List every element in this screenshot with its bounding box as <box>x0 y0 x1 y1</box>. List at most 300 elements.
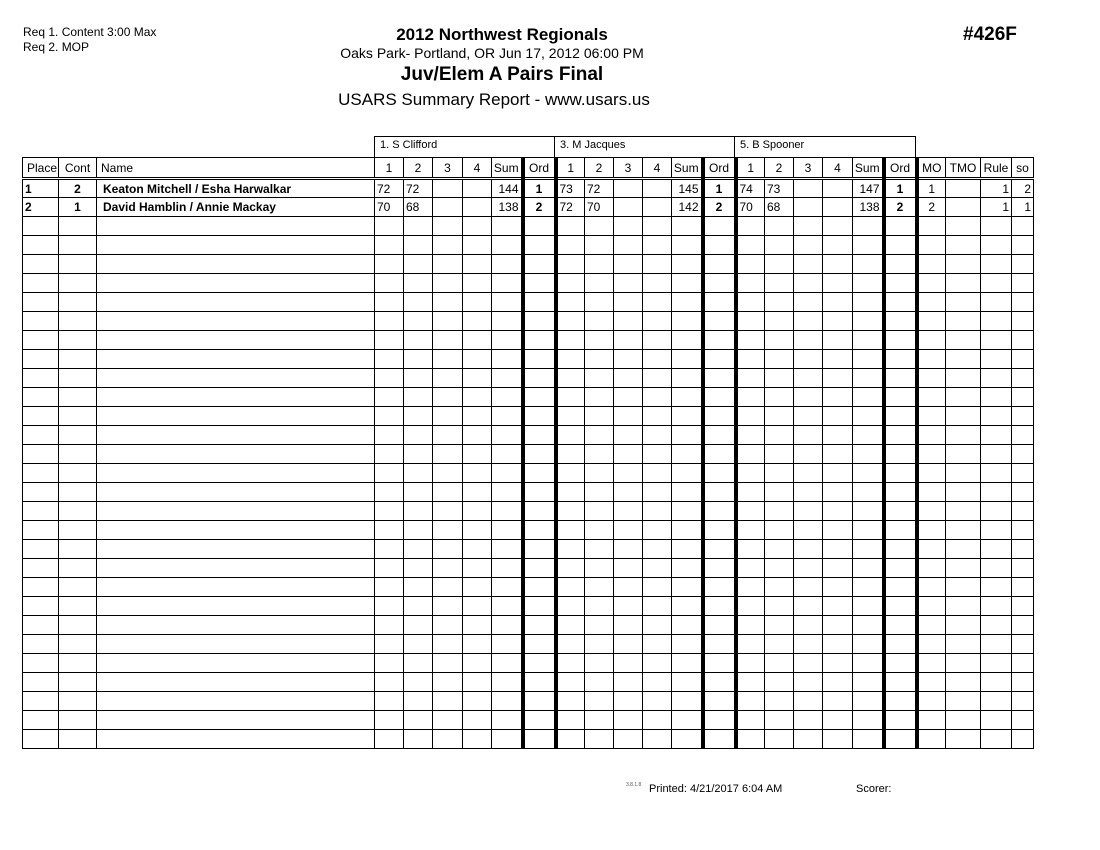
empty-cell <box>981 255 1012 274</box>
empty-cell <box>703 635 736 654</box>
place-cell: 1 <box>23 179 59 198</box>
empty-cell <box>523 388 556 407</box>
empty-cell <box>703 217 736 236</box>
empty-cell <box>404 502 433 521</box>
empty-cell <box>794 483 823 502</box>
col-tmo: TMO <box>946 158 981 179</box>
empty-cell <box>433 540 463 559</box>
empty-cell <box>853 692 884 711</box>
empty-cell <box>1012 635 1034 654</box>
empty-cell <box>433 407 463 426</box>
empty-cell <box>375 388 404 407</box>
empty-cell <box>585 597 614 616</box>
score-cell <box>643 198 672 217</box>
empty-cell <box>1012 445 1034 464</box>
empty-cell <box>917 274 946 293</box>
empty-cell <box>492 616 523 635</box>
empty-cell <box>375 350 404 369</box>
empty-cell <box>492 407 523 426</box>
empty-cell <box>463 350 492 369</box>
empty-cell <box>736 255 765 274</box>
empty-cell <box>703 730 736 749</box>
empty-cell <box>97 692 375 711</box>
empty-cell <box>614 483 643 502</box>
empty-cell <box>981 692 1012 711</box>
col-mo: MO <box>917 158 946 179</box>
empty-cell <box>672 407 703 426</box>
empty-cell <box>672 559 703 578</box>
sum-cell: 145 <box>672 179 703 198</box>
empty-cell <box>736 236 765 255</box>
empty-cell <box>492 578 523 597</box>
empty-cell <box>523 350 556 369</box>
empty-cell <box>404 483 433 502</box>
score-cell: 72 <box>585 179 614 198</box>
empty-cell <box>23 711 59 730</box>
empty-cell <box>463 578 492 597</box>
empty-cell <box>672 445 703 464</box>
empty-cell <box>853 540 884 559</box>
empty-cell <box>492 426 523 445</box>
col-j3-ord: Ord <box>884 158 917 179</box>
empty-cell <box>463 445 492 464</box>
col-j3-s4: 4 <box>823 158 853 179</box>
empty-cell <box>59 293 97 312</box>
empty-cell <box>59 502 97 521</box>
empty-cell <box>794 464 823 483</box>
empty-cell <box>946 711 981 730</box>
empty-cell <box>614 274 643 293</box>
empty-cell <box>884 692 917 711</box>
empty-cell <box>946 350 981 369</box>
empty-cell <box>614 369 643 388</box>
empty-cell <box>59 559 97 578</box>
score-cell <box>463 198 492 217</box>
score-cell: 72 <box>404 179 433 198</box>
empty-cell <box>492 236 523 255</box>
empty-cell <box>884 293 917 312</box>
score-cell <box>614 179 643 198</box>
empty-cell <box>523 578 556 597</box>
empty-cell <box>643 293 672 312</box>
empty-cell <box>97 483 375 502</box>
judge-header-3: 5. B Spooner <box>734 136 916 157</box>
empty-cell <box>614 388 643 407</box>
empty-cell <box>736 217 765 236</box>
empty-cell <box>97 616 375 635</box>
empty-cell <box>404 274 433 293</box>
empty-cell <box>59 711 97 730</box>
empty-table-row <box>23 312 1034 331</box>
sum-cell: 138 <box>492 198 523 217</box>
empty-cell <box>853 502 884 521</box>
empty-cell <box>853 407 884 426</box>
empty-cell <box>404 350 433 369</box>
printed-timestamp: Printed: 4/21/2017 6:04 AM <box>649 783 783 795</box>
empty-cell <box>492 388 523 407</box>
empty-cell <box>703 369 736 388</box>
tmo-cell <box>946 198 981 217</box>
empty-cell <box>823 388 853 407</box>
empty-cell <box>946 635 981 654</box>
empty-cell <box>884 236 917 255</box>
col-j3-s3: 3 <box>794 158 823 179</box>
empty-cell <box>884 673 917 692</box>
empty-cell <box>463 673 492 692</box>
empty-cell <box>585 293 614 312</box>
empty-cell <box>823 350 853 369</box>
empty-cell <box>946 692 981 711</box>
empty-cell <box>794 711 823 730</box>
empty-table-row <box>23 559 1034 578</box>
empty-cell <box>981 445 1012 464</box>
table-row <box>23 179 1034 198</box>
empty-cell <box>765 578 794 597</box>
empty-cell <box>853 217 884 236</box>
empty-cell <box>375 578 404 597</box>
empty-cell <box>917 293 946 312</box>
empty-cell <box>794 255 823 274</box>
col-j3-sum: Sum <box>853 158 884 179</box>
empty-cell <box>981 559 1012 578</box>
empty-cell <box>1012 483 1034 502</box>
empty-cell <box>643 274 672 293</box>
empty-cell <box>433 692 463 711</box>
empty-cell <box>736 635 765 654</box>
empty-cell <box>614 654 643 673</box>
empty-cell <box>375 730 404 749</box>
empty-cell <box>917 654 946 673</box>
empty-cell <box>614 673 643 692</box>
empty-cell <box>853 464 884 483</box>
empty-cell <box>585 350 614 369</box>
empty-cell <box>523 673 556 692</box>
empty-cell <box>1012 369 1034 388</box>
empty-cell <box>433 730 463 749</box>
empty-cell <box>404 711 433 730</box>
empty-cell <box>917 445 946 464</box>
empty-cell <box>794 274 823 293</box>
empty-cell <box>703 616 736 635</box>
empty-cell <box>433 331 463 350</box>
empty-cell <box>703 350 736 369</box>
empty-cell <box>823 635 853 654</box>
empty-cell <box>853 293 884 312</box>
empty-cell <box>946 673 981 692</box>
empty-cell <box>823 426 853 445</box>
empty-cell <box>585 711 614 730</box>
empty-cell <box>404 578 433 597</box>
rule-cell: 1 <box>981 198 1012 217</box>
empty-cell <box>736 578 765 597</box>
empty-cell <box>463 730 492 749</box>
empty-table-row <box>23 255 1034 274</box>
empty-cell <box>1012 502 1034 521</box>
score-cell: 70 <box>375 198 404 217</box>
empty-cell <box>433 350 463 369</box>
empty-cell <box>97 464 375 483</box>
empty-cell <box>59 236 97 255</box>
empty-cell <box>643 464 672 483</box>
empty-cell <box>946 217 981 236</box>
empty-cell <box>794 426 823 445</box>
col-so: so <box>1012 158 1034 179</box>
empty-cell <box>492 730 523 749</box>
empty-cell <box>375 597 404 616</box>
empty-cell <box>492 445 523 464</box>
competition-title: 2012 Northwest Regionals <box>396 25 608 44</box>
empty-table-row <box>23 635 1034 654</box>
empty-cell <box>97 312 375 331</box>
empty-cell <box>463 654 492 673</box>
empty-cell <box>765 274 794 293</box>
empty-cell <box>523 711 556 730</box>
empty-cell <box>736 654 765 673</box>
empty-cell <box>1012 407 1034 426</box>
empty-cell <box>672 540 703 559</box>
empty-cell <box>433 483 463 502</box>
empty-cell <box>917 350 946 369</box>
empty-cell <box>884 502 917 521</box>
empty-cell <box>794 312 823 331</box>
empty-cell <box>404 540 433 559</box>
empty-cell <box>523 312 556 331</box>
empty-cell <box>404 692 433 711</box>
empty-table-row <box>23 730 1034 749</box>
empty-cell <box>765 236 794 255</box>
sum-cell: 142 <box>672 198 703 217</box>
empty-table-row <box>23 293 1034 312</box>
empty-cell <box>404 388 433 407</box>
empty-cell <box>917 483 946 502</box>
so-cell: 2 <box>1012 179 1034 198</box>
empty-cell <box>585 331 614 350</box>
empty-cell <box>643 730 672 749</box>
empty-cell <box>794 236 823 255</box>
empty-cell <box>946 502 981 521</box>
empty-cell <box>97 274 375 293</box>
empty-table-row <box>23 578 1034 597</box>
empty-cell <box>23 369 59 388</box>
empty-cell <box>794 331 823 350</box>
empty-cell <box>823 331 853 350</box>
empty-cell <box>614 217 643 236</box>
empty-cell <box>884 578 917 597</box>
empty-cell <box>556 350 585 369</box>
empty-cell <box>492 331 523 350</box>
empty-cell <box>433 388 463 407</box>
empty-cell <box>884 483 917 502</box>
empty-cell <box>884 540 917 559</box>
empty-cell <box>463 274 492 293</box>
judge-header-2: 3. M Jacques <box>554 136 735 157</box>
empty-cell <box>765 255 794 274</box>
empty-cell <box>765 692 794 711</box>
empty-table-row <box>23 369 1034 388</box>
event-title: Juv/Elem A Pairs Final <box>400 64 604 85</box>
empty-cell <box>556 578 585 597</box>
empty-cell <box>523 293 556 312</box>
empty-cell <box>917 312 946 331</box>
empty-cell <box>463 331 492 350</box>
empty-cell <box>672 350 703 369</box>
empty-cell <box>556 540 585 559</box>
empty-cell <box>703 426 736 445</box>
empty-cell <box>614 331 643 350</box>
empty-cell <box>917 407 946 426</box>
event-number: #426F <box>963 24 1017 45</box>
empty-cell <box>703 331 736 350</box>
empty-cell <box>97 730 375 749</box>
empty-cell <box>1012 597 1034 616</box>
empty-cell <box>614 312 643 331</box>
empty-cell <box>823 521 853 540</box>
empty-cell <box>375 236 404 255</box>
empty-cell <box>643 540 672 559</box>
col-j2-s1: 1 <box>556 158 585 179</box>
empty-cell <box>917 616 946 635</box>
empty-cell <box>823 274 853 293</box>
empty-cell <box>884 217 917 236</box>
empty-cell <box>97 255 375 274</box>
empty-cell <box>765 635 794 654</box>
empty-table-row <box>23 692 1034 711</box>
empty-cell <box>1012 312 1034 331</box>
empty-cell <box>703 312 736 331</box>
empty-cell <box>884 407 917 426</box>
empty-table-row <box>23 407 1034 426</box>
empty-cell <box>556 616 585 635</box>
empty-cell <box>703 464 736 483</box>
empty-cell <box>59 217 97 236</box>
empty-cell <box>643 255 672 274</box>
empty-cell <box>703 521 736 540</box>
empty-cell <box>433 236 463 255</box>
empty-cell <box>981 616 1012 635</box>
empty-cell <box>97 559 375 578</box>
empty-cell <box>23 274 59 293</box>
empty-cell <box>433 616 463 635</box>
empty-cell <box>703 654 736 673</box>
empty-cell <box>585 578 614 597</box>
empty-cell <box>1012 521 1034 540</box>
empty-cell <box>523 331 556 350</box>
empty-cell <box>643 236 672 255</box>
empty-cell <box>981 578 1012 597</box>
empty-cell <box>736 445 765 464</box>
empty-cell <box>884 559 917 578</box>
empty-cell <box>823 654 853 673</box>
empty-cell <box>23 597 59 616</box>
empty-cell <box>375 407 404 426</box>
empty-cell <box>433 274 463 293</box>
empty-cell <box>794 350 823 369</box>
empty-cell <box>884 616 917 635</box>
empty-cell <box>463 483 492 502</box>
score-cell: 68 <box>765 198 794 217</box>
empty-cell <box>97 711 375 730</box>
empty-cell <box>643 426 672 445</box>
empty-cell <box>736 540 765 559</box>
empty-cell <box>433 521 463 540</box>
empty-cell <box>614 730 643 749</box>
empty-cell <box>643 331 672 350</box>
empty-cell <box>523 635 556 654</box>
empty-cell <box>823 616 853 635</box>
empty-cell <box>643 711 672 730</box>
empty-cell <box>375 255 404 274</box>
empty-table-row <box>23 426 1034 445</box>
requirement-2: Req 2. MOP <box>23 40 90 54</box>
empty-cell <box>375 654 404 673</box>
empty-cell <box>492 597 523 616</box>
empty-cell <box>946 388 981 407</box>
empty-cell <box>672 711 703 730</box>
empty-cell <box>523 236 556 255</box>
empty-cell <box>556 255 585 274</box>
empty-cell <box>853 255 884 274</box>
empty-cell <box>492 559 523 578</box>
empty-cell <box>433 597 463 616</box>
empty-table-row <box>23 274 1034 293</box>
empty-cell <box>736 369 765 388</box>
empty-cell <box>492 369 523 388</box>
empty-cell <box>463 388 492 407</box>
empty-cell <box>853 388 884 407</box>
empty-cell <box>59 274 97 293</box>
empty-cell <box>981 464 1012 483</box>
empty-cell <box>643 559 672 578</box>
empty-cell <box>884 388 917 407</box>
empty-cell <box>523 369 556 388</box>
empty-cell <box>404 654 433 673</box>
empty-cell <box>1012 331 1034 350</box>
col-j1-s3: 3 <box>433 158 463 179</box>
empty-cell <box>917 730 946 749</box>
empty-cell <box>981 236 1012 255</box>
empty-cell <box>585 274 614 293</box>
empty-cell <box>585 407 614 426</box>
empty-cell <box>917 635 946 654</box>
empty-cell <box>765 730 794 749</box>
empty-cell <box>1012 578 1034 597</box>
empty-cell <box>433 217 463 236</box>
score-cell: 74 <box>736 179 765 198</box>
empty-cell <box>463 692 492 711</box>
empty-cell <box>823 407 853 426</box>
empty-cell <box>853 331 884 350</box>
empty-table-row <box>23 673 1034 692</box>
empty-cell <box>703 407 736 426</box>
empty-cell <box>556 464 585 483</box>
empty-cell <box>736 673 765 692</box>
empty-cell <box>794 217 823 236</box>
empty-cell <box>736 293 765 312</box>
empty-cell <box>981 635 1012 654</box>
empty-cell <box>794 654 823 673</box>
empty-cell <box>463 217 492 236</box>
empty-cell <box>1012 217 1034 236</box>
score-cell: 70 <box>585 198 614 217</box>
empty-cell <box>946 369 981 388</box>
empty-cell <box>736 388 765 407</box>
empty-cell <box>884 312 917 331</box>
empty-cell <box>463 559 492 578</box>
empty-cell <box>585 635 614 654</box>
empty-cell <box>736 350 765 369</box>
empty-cell <box>794 502 823 521</box>
mo-cell: 2 <box>917 198 946 217</box>
